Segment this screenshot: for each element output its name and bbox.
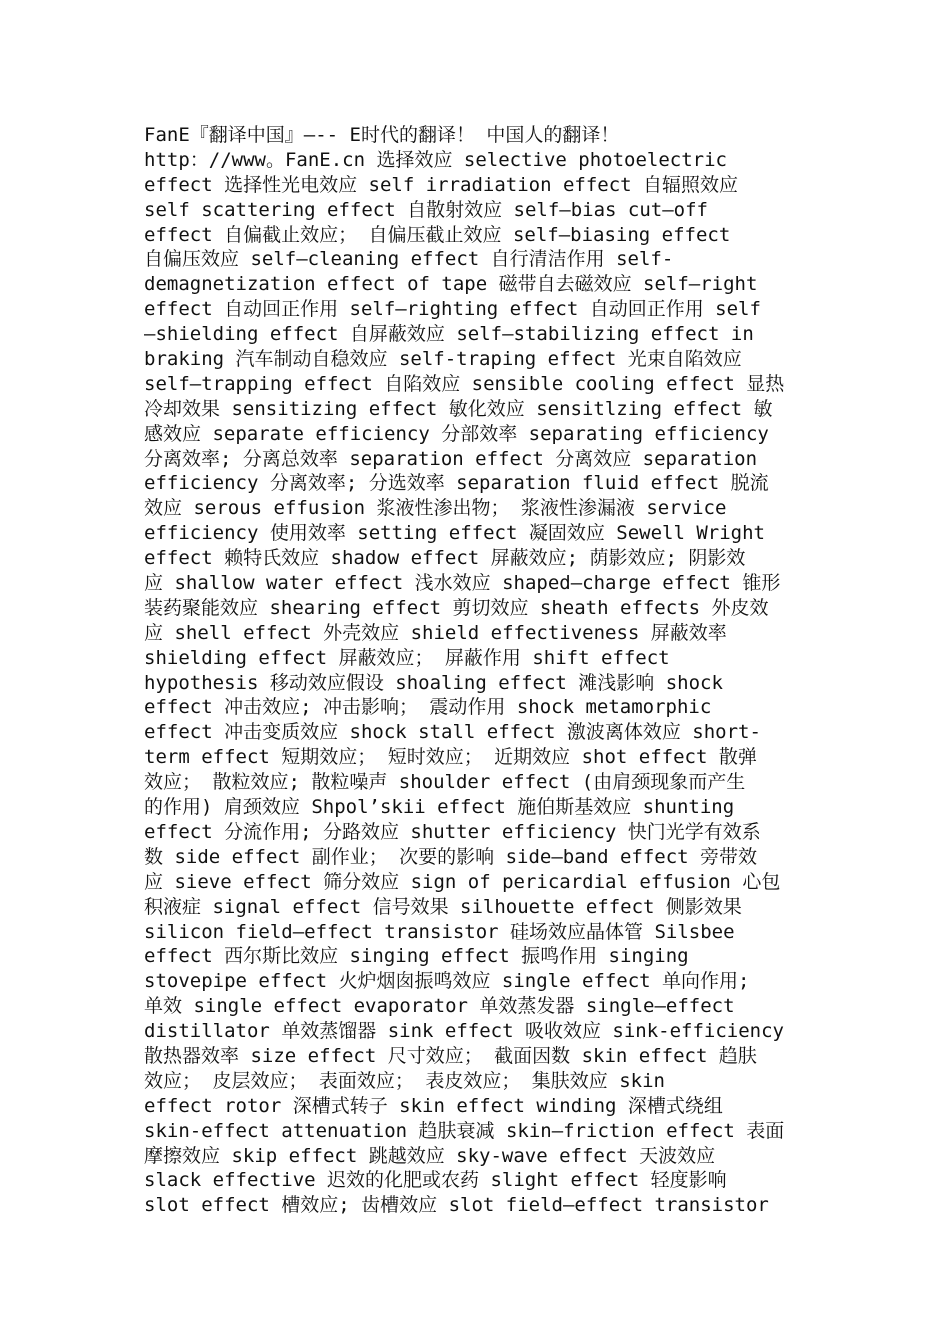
document-line: 应 shell effect 外壳效应 shield effectiveness 屏蔽效率	[144, 621, 727, 644]
document-line: effect 冲击效应; 冲击影响； 震动作用 shock metamorphic	[144, 696, 712, 719]
document-line: 散热器效率 size effect 尺寸效应； 截面因数 skin effect 趋肤	[144, 1044, 757, 1067]
document-body	[144, 123, 808, 1218]
document-line: 分离效率; 分离总效率 separation effect 分离效应 separation	[144, 447, 758, 470]
document-line: 装药聚能效应 shearing effect 剪切效应 sheath effects 外皮效	[144, 596, 769, 619]
document-line: 数 side effect 副作业； 次要的影响 side—band effect 旁带效	[144, 845, 758, 868]
document-line: 冷却效果 sensitizing effect 敏化效应 sensitlzing effect 敏	[144, 397, 773, 420]
document-line: term effect 短期效应； 短时效应； 近期效应 shot effect 散弹	[144, 746, 757, 769]
document-line: braking 汽车制动自稳效应 self-traping effect 光束自陷效应	[144, 348, 742, 371]
document-line: effect 西尔斯比效应 singing effect 振鸣作用 singing	[144, 945, 689, 968]
document-line: 单效 single effect evaporator 单效蒸发器 single—effect	[144, 995, 735, 1018]
document-line: skin-effect attenuation 趋肤衰减 skin—friction effect 表面	[144, 1119, 785, 1142]
document-line: hypothesis 移动效应假设 shoaling effect 滩浅影响 shock	[144, 671, 723, 694]
document-line: 应 shallow water effect 浅水效应 shaped—charge effect 锥形	[144, 572, 781, 595]
document-line: 感效应 separate efficiency 分部效率 separating efficiency	[144, 422, 769, 445]
document-line: slot effect 槽效应; 齿槽效应 slot field—effect transistor	[144, 1194, 769, 1217]
document-line: self scattering effect 自散射效应 self—bias cut—off	[144, 198, 708, 221]
document-line: 效应； 散粒效应; 散粒噪声 shoulder effect (由肩颈现象而产生	[144, 771, 746, 794]
document-line: —shielding effect 自屏蔽效应 self—stabilizing effect in	[144, 323, 754, 346]
document-line: efficiency 分离效率; 分选效率 separation fluid effect 脱流	[144, 472, 769, 495]
document-line: effect 分流作用; 分路效应 shutter efficiency 快门光学有效系	[144, 820, 761, 843]
document-line: effect rotor 深槽式转子 skin effect winding 深槽式绕组	[144, 1094, 723, 1117]
document-line: shielding effect 屏蔽效应； 屏蔽作用 shift effect	[144, 646, 670, 669]
document-line: 积液症 signal effect 信号效果 silhouette effect 侧影效果	[144, 895, 742, 918]
document-line: stovepipe effect 火炉烟囱振鸣效应 single effect 单向作用;	[144, 970, 750, 993]
document-line: distillator 单效蒸馏器 sink effect 吸收效应 sink-efficiency	[144, 1020, 784, 1043]
document-line: silicon field—effect transistor 硅场效应晶体管 Silsbee	[144, 920, 735, 943]
document-line: self—trapping effect 自陷效应 sensible cooling effect 显热	[144, 372, 785, 395]
document-line: efficiency 使用效率 setting effect 凝固效应 Sewell Wright	[144, 522, 765, 545]
document-line: slack effective 迟效的化肥或农药 slight effect 轻度影响	[144, 1169, 727, 1192]
document-line: 的作用) 肩颈效应 Shpol’skii effect 施伯斯基效应 shunting	[144, 796, 735, 819]
document-line: demagnetization effect of tape 磁带自去磁效应 self—right	[144, 273, 758, 296]
document-line: effect 赖特氏效应 shadow effect 屏蔽效应; 荫影效应; 阴影效	[144, 547, 746, 570]
document-line: effect 自动回正作用 self—righting effect 自动回正作用 self	[144, 298, 761, 321]
document-line: 效应 serous effusion 浆液性渗出物； 浆液性渗漏液 service	[144, 497, 727, 520]
document-line: 效应； 皮层效应； 表面效应； 表皮效应； 集肤效应 skin	[144, 1069, 665, 1092]
document-line: effect 选择性光电效应 self irradiation effect 自辐照效应	[144, 173, 739, 196]
document-line: 应 sieve effect 筛分效应 sign of pericardial effusion 心包	[144, 870, 781, 893]
document-line: 自偏压效应 self—cleaning effect 自行清洁作用 self-	[144, 248, 674, 271]
document-line: http：//www。FanE.cn 选择效应 selective photoelectric	[144, 148, 727, 171]
document-line: 摩擦效应 skip effect 跳越效应 sky-wave effect 天波效应	[144, 1144, 716, 1167]
document-line: FanE『翻译中国』—-- E时代的翻译！ 中国人的翻译！	[144, 124, 620, 146]
document-line: effect 自偏截止效应； 自偏压截止效应 self—biasing effect	[144, 223, 731, 246]
document-line: effect 冲击变质效应 shock stall effect 激波离体效应 short-	[144, 721, 761, 744]
